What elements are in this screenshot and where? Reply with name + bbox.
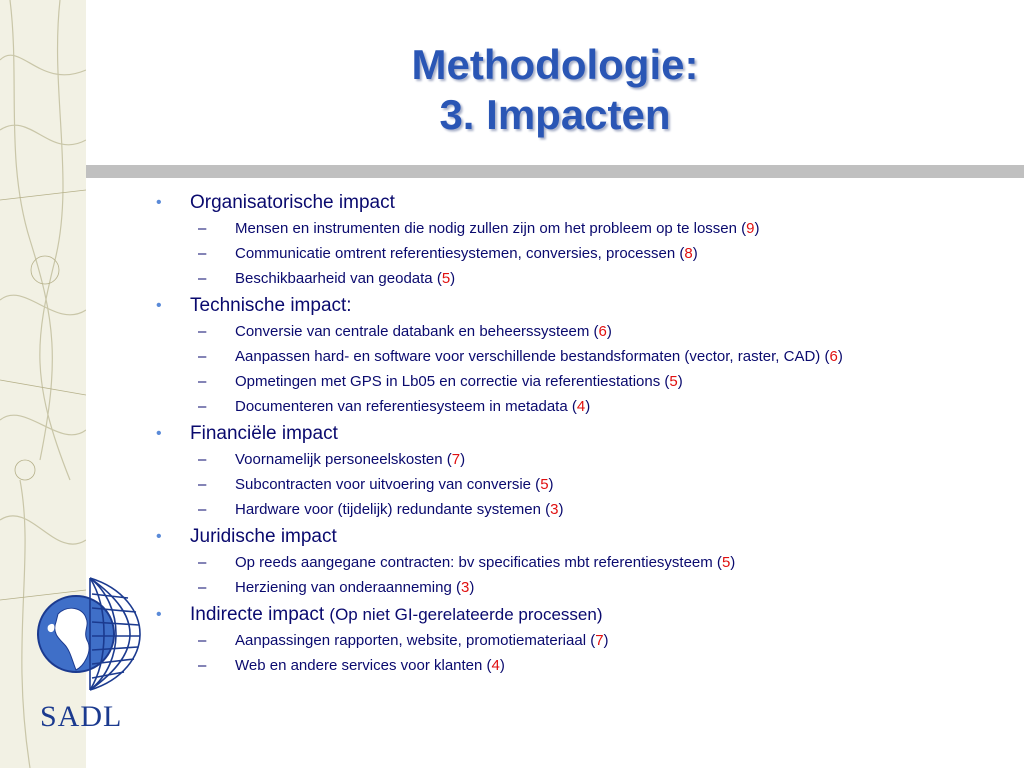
impact-score: 5 — [721, 554, 731, 571]
sub-item-text: Mensen en instrumenten die nodig zullen zijn om het probleem op te lossen — [235, 220, 737, 237]
section-label: Organisatorische impact — [190, 192, 395, 213]
sub-item-text: Hardware voor (tijdelijk) redundante systemen — [235, 501, 541, 518]
sub-item-text: Op reeds aangegane contracten: bv specificaties mbt referentiesysteem — [235, 554, 713, 571]
sub-item-text: Web en andere services voor klanten — [235, 657, 483, 674]
sub-item-text: Beschikbaarheid van geodata — [235, 270, 433, 287]
dash-icon: – — [198, 323, 207, 340]
impact-score: 3 — [460, 579, 470, 596]
dash-icon: – — [198, 270, 207, 287]
sub-item: – Opmetingen met GPS in Lb05 en correctie via referentiestations (5) — [150, 369, 1010, 394]
dash-icon: – — [198, 579, 207, 596]
sub-item: – Communicatie omtrent referentiesystemen, conversies, processen (8) — [150, 241, 1010, 266]
sub-item: – Mensen en instrumenten die nodig zullen zijn om het probleem op te lossen (9) — [150, 216, 1010, 241]
impact-score: 7 — [451, 451, 461, 468]
bullet-icon: • — [156, 425, 162, 442]
sub-item: – Voornamelijk personeelskosten (7) — [150, 447, 1010, 472]
impact-score: 8 — [684, 245, 693, 262]
sub-item: – Beschikbaarheid van geodata (5) — [150, 266, 1010, 291]
dash-icon: – — [198, 451, 207, 468]
sub-item-text: Voornamelijk personeelskosten — [235, 451, 443, 468]
sub-item: – Subcontracten voor uitvoering van conversie (5) — [150, 472, 1010, 497]
section-organisatorisch — [150, 190, 1010, 216]
sub-item-text: Conversie van centrale databank en beheerssysteem — [235, 323, 590, 340]
sub-item: – Aanpassen hard- en software voor verschillende bestandsformaten (vector, raster, CAD) (6) — [150, 344, 1010, 369]
dash-icon: – — [198, 554, 207, 571]
dash-icon: – — [198, 476, 207, 493]
impact-score: 6 — [829, 348, 838, 365]
sub-item: – Hardware voor (tijdelijk) redundante systemen (3) — [150, 497, 1010, 522]
sub-item-text: Communicatie omtrent referentiesystemen, conversies, processen — [235, 245, 676, 262]
sub-item-text: Aanpassingen rapporten, website, promotiemateriaal — [235, 632, 591, 649]
globe-icon — [28, 574, 148, 694]
bullet-icon: • — [156, 606, 162, 623]
sub-item: – Documenteren van referentiesysteem in metadata (4) — [150, 394, 1010, 419]
impact-score: 9 — [746, 220, 755, 237]
title-line-1: Methodologie: — [411, 41, 699, 88]
dash-icon: – — [198, 220, 207, 237]
impact-score: 7 — [595, 632, 604, 649]
impact-score: 6 — [598, 323, 607, 340]
impact-score: 4 — [576, 398, 586, 415]
section-technisch — [150, 293, 1010, 319]
section-label: Technische impact: — [190, 295, 352, 316]
dash-icon: – — [198, 632, 207, 649]
bullet-icon: • — [156, 297, 162, 314]
brand-name: SADL — [40, 700, 123, 733]
section-label: Juridische impact — [190, 526, 337, 547]
dash-icon: – — [198, 501, 207, 518]
dash-icon: – — [198, 348, 207, 365]
slide-title — [86, 40, 1024, 140]
sub-item: – Herziening van onderaanneming (3) — [150, 575, 1010, 600]
sub-item: – Conversie van centrale databank en beheerssysteem (6) — [150, 319, 1010, 344]
section-indirect — [150, 602, 1010, 628]
title-line-2: 3. Impacten — [439, 91, 671, 138]
title-separator — [86, 165, 1024, 178]
sub-item-text: Herziening van onderaanneming — [235, 579, 452, 596]
dash-icon: – — [198, 373, 207, 390]
sub-item: – Aanpassingen rapporten, website, promotiemateriaal (7) — [150, 628, 1010, 653]
slide-content — [150, 188, 1010, 678]
impact-score: 5 — [441, 270, 451, 287]
sub-item-text: Opmetingen met GPS in Lb05 en correctie via referentiestations — [235, 373, 661, 390]
sub-item-text: Documenteren van referentiesysteem in metadata — [235, 398, 568, 415]
dash-icon: – — [198, 245, 207, 262]
dash-icon: – — [198, 657, 207, 674]
section-juridisch — [150, 524, 1010, 550]
sub-item: – Web en andere services voor klanten (4) — [150, 653, 1010, 678]
bullet-icon: • — [156, 528, 162, 545]
section-label: Financiële impact — [190, 423, 338, 444]
dash-icon: – — [198, 398, 207, 415]
sub-item-text: Subcontracten voor uitvoering van conversie — [235, 476, 532, 493]
bullet-icon: • — [156, 194, 162, 211]
impact-score: 4 — [491, 657, 500, 674]
section-note: (Op niet GI-gerelateerde processen) — [329, 605, 603, 624]
globe-grid-logo-icon — [28, 574, 148, 694]
sub-item-text: Aanpassen hard- en software voor verschillende bestandsformaten (vector, raster, CAD) — [235, 348, 821, 365]
sub-item: – Op reeds aangegane contracten: bv specificaties mbt referentiesysteem (5) — [150, 550, 1010, 575]
impact-score: 3 — [550, 501, 559, 518]
impact-score: 5 — [669, 373, 678, 390]
section-financieel — [150, 421, 1010, 447]
impact-score: 5 — [540, 476, 549, 493]
section-label: Indirecte impact — [190, 604, 325, 625]
